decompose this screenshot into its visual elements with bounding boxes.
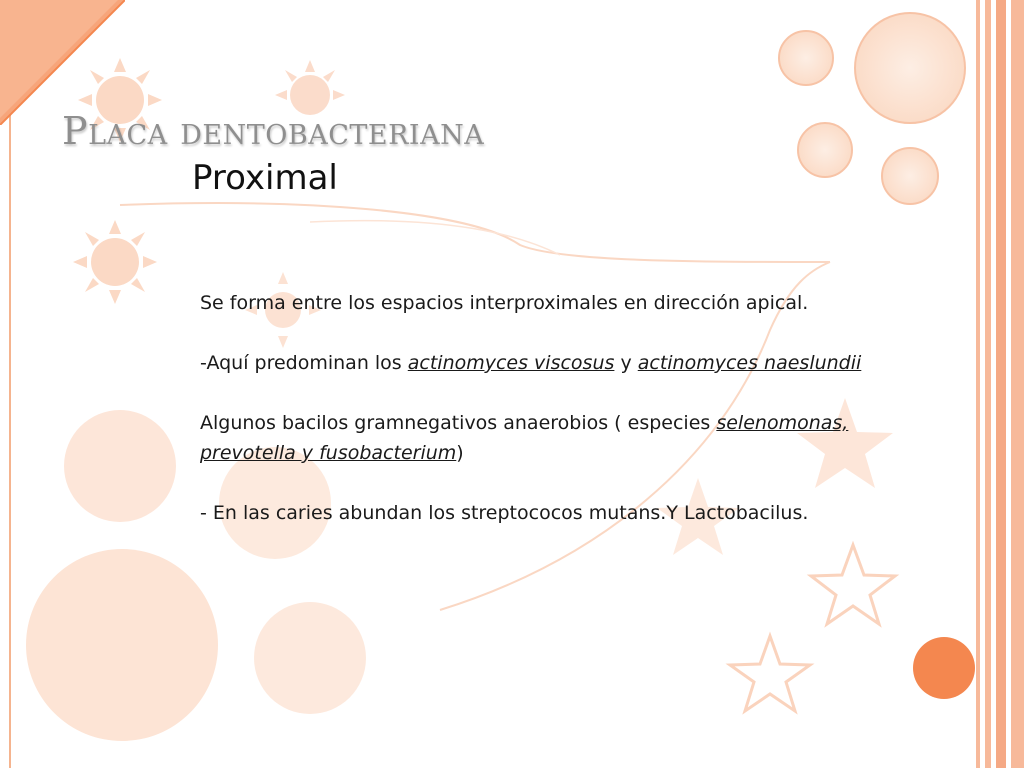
right-border-stripes: [976, 0, 1024, 768]
paragraph-text: Se forma entre los espacios interproximales en dirección apical.: [200, 292, 809, 314]
paragraph-anaerobic-bacilli: [200, 408, 900, 468]
slide-body: [200, 288, 900, 558]
slide-subtitle: Proximal: [192, 158, 338, 198]
paragraph-caries: [200, 498, 900, 528]
paragraph-lead: -Aquí predominan los: [200, 352, 408, 374]
species-name: actinomyces naeslundii: [637, 352, 862, 374]
paragraph-formation: [200, 288, 900, 318]
paragraph-tail: ): [456, 442, 464, 464]
species-name: selenomonas,: [716, 412, 849, 434]
paragraph-text: - En las caries abundan los streptococos mutans.Y Lactobacilus.: [200, 502, 809, 524]
paragraph-lead: Algunos bacilos gramnegativos anaerobios ( especies: [200, 412, 717, 434]
paragraph-join: y: [614, 352, 638, 374]
species-name: actinomyces viscosus: [407, 352, 615, 374]
species-name: prevotella y fusobacterium: [200, 442, 457, 464]
slide-title: Placa dentobacteriana: [62, 109, 485, 153]
paragraph-predominant-species: [200, 348, 900, 378]
corner-triangle: [0, 0, 125, 125]
